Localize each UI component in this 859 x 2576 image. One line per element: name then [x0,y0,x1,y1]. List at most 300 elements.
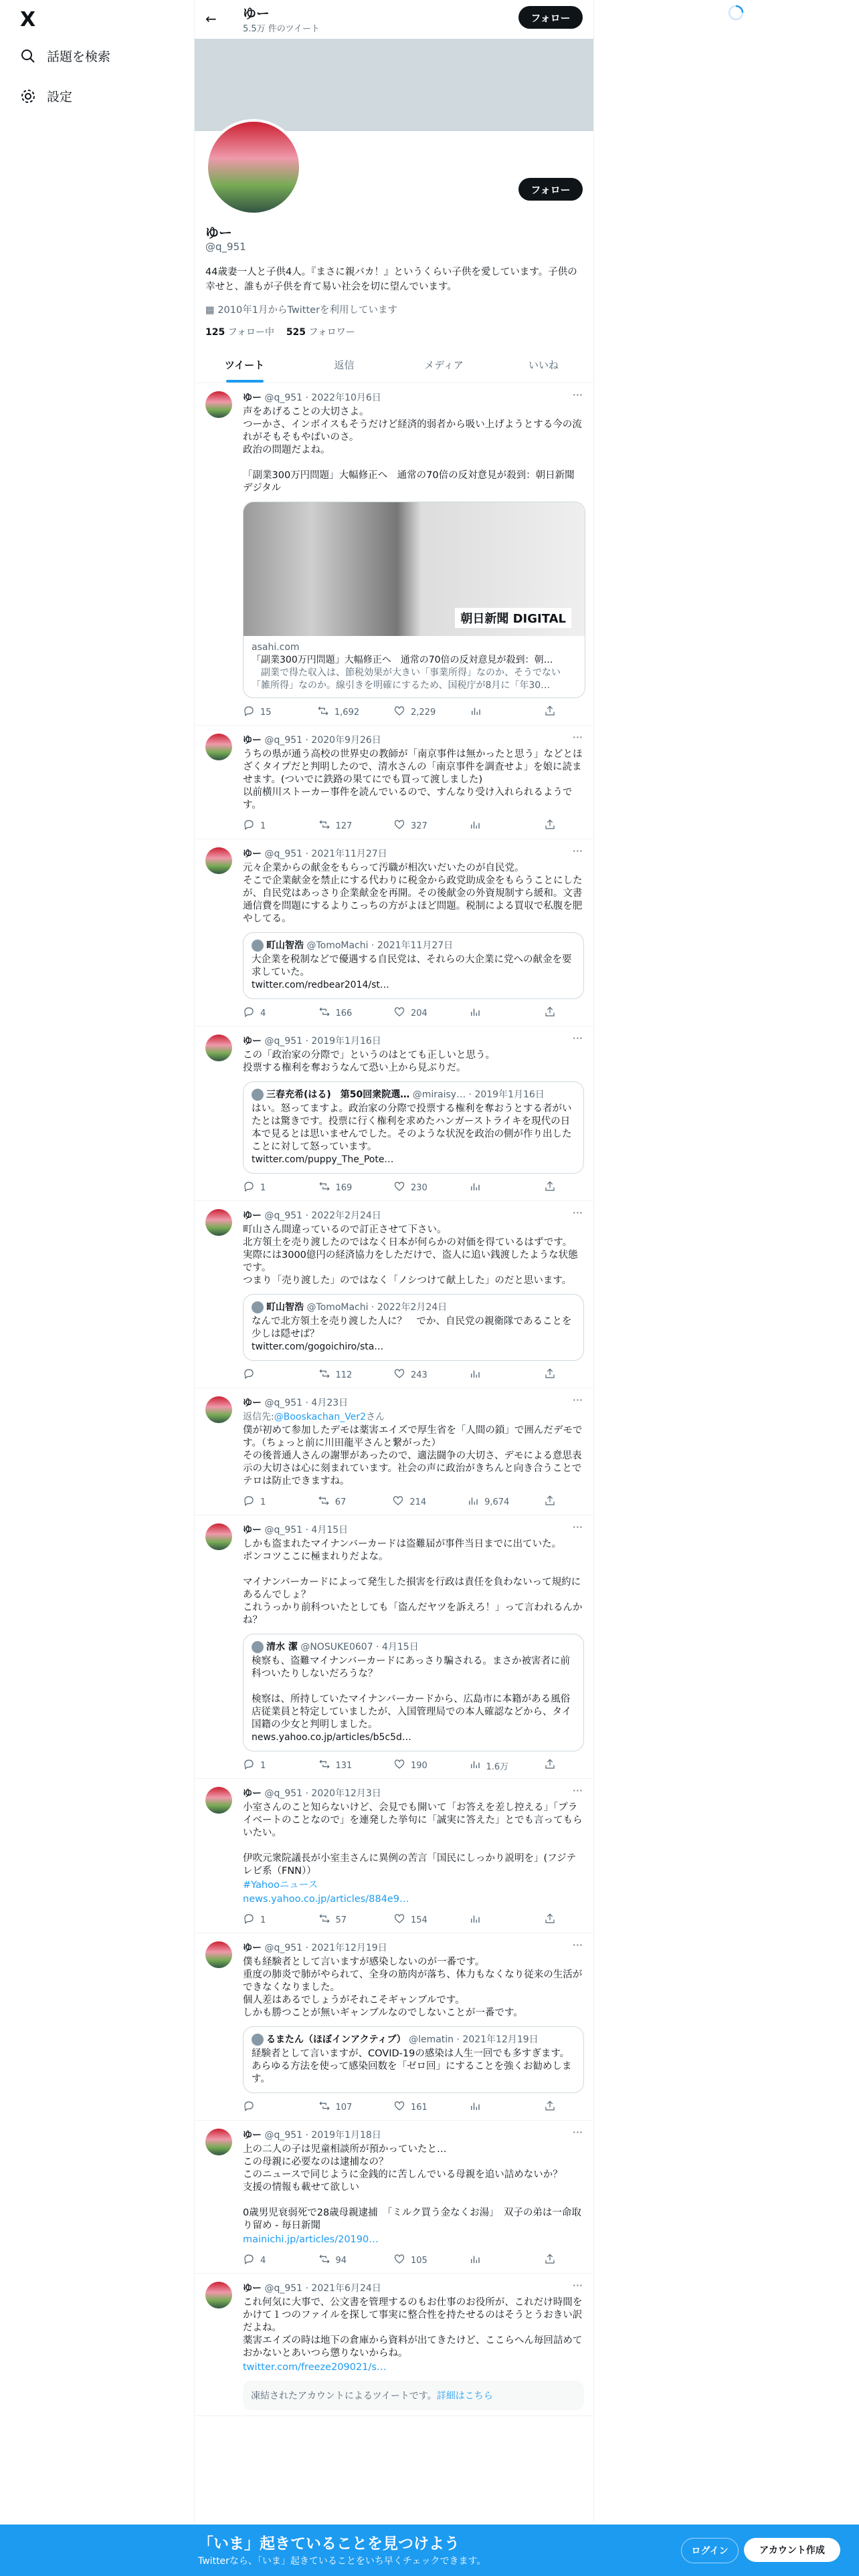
views-button[interactable] [469,1006,509,1021]
views-icon [469,2100,481,2115]
like-icon [393,819,405,833]
like-button-count: 154 [411,1915,427,1925]
tweet-date[interactable]: 2021年6月24日 [311,2283,381,2294]
share-button[interactable] [544,2253,584,2268]
quoted-tweet[interactable] [243,932,584,999]
more-options-icon[interactable]: ··· [572,2126,583,2139]
more-options-icon[interactable]: ··· [572,1032,583,1045]
tweet-actions [243,1495,584,1509]
back-arrow-icon[interactable]: ← [205,11,217,27]
reply-button[interactable] [243,1006,283,1021]
reply-button-count: 15 [260,707,272,718]
reply-suffix: さん [365,1412,385,1422]
card-body [244,636,585,697]
retweet-icon [317,705,329,720]
quoted-date: 2021年11月27日 [377,940,454,951]
header-tweet-count: 5.5万 件のツイート [243,24,320,34]
quoted-text: 経験者として言いますが、COVID-19の感染は人生一回でも多すぎます。あらゆる方法を使って感染回数を「ゼロ回」にすることを強くお勧めします。 [252,2048,572,2084]
retweet-button-count: 112 [335,1370,353,1380]
like-button-count: 243 [411,1370,427,1380]
reply-button[interactable] [243,1368,283,1382]
tweet-text: うちの県が通う高校の世界史の教師が「南京事件は無かったと思う」などとほざくタイプだと判明したので、清水さんの「南京事件を調査せよ」を娘に読ませます。(ついでに鉄路の果てにでも買って渡しました) 以前横川ストーカー事件を読んでいるので、すんなり受け入れられるようです。 [243,749,583,811]
views-button[interactable] [469,819,509,833]
followers-link[interactable] [286,327,355,338]
quoted-link[interactable]: twitter.com/puppy_The_Pote… [252,1154,394,1165]
share-button[interactable] [544,819,584,833]
tweet-date[interactable]: 2022年10月6日 [311,393,381,403]
more-options-icon[interactable]: ··· [572,2279,583,2292]
card-summary: 副業で得た収入は、節税効果が大きい「事業所得」なのか、そうでない「雑所得」なのか。線引きを明確にするため、国税庁が8月に「年30… [252,667,561,691]
retweet-icon [318,819,330,833]
views-button[interactable] [470,705,510,720]
more-options-icon[interactable]: ··· [572,845,583,857]
like-icon [393,1368,405,1382]
retweet-button[interactable] [318,1495,358,1509]
reply-button-count: 1 [260,1182,266,1193]
like-button[interactable] [393,705,436,720]
reply-prefix: 返信先: [243,1412,274,1422]
retweet-icon [318,1368,330,1382]
profile-tabs [195,348,593,383]
gear-icon [20,88,36,104]
tweet-date[interactable]: 2022年2月24日 [311,1210,381,1221]
more-options-icon[interactable]: ··· [572,1784,583,1797]
card-image [244,502,585,636]
quoted-author-handle: @lematin [409,2034,454,2045]
tweet-actions [243,1913,584,1927]
followers-count: 525 [286,327,306,338]
login-button[interactable]: ログイン [681,2538,739,2563]
avatar[interactable] [205,119,302,215]
reply-button-count: 1 [260,1497,266,1507]
tweet-author-name[interactable]: ゆー [243,1398,262,1408]
like-button-count: 190 [411,1760,427,1771]
like-button[interactable] [393,819,434,833]
share-button[interactable] [544,1758,584,1773]
views-button[interactable] [469,1368,509,1382]
tweet[interactable] [195,1027,593,1201]
avatar[interactable] [205,1523,232,1550]
hashtag-link[interactable]: #Yahooニュース [243,1880,318,1891]
tweet-author-handle[interactable]: @q_951 [264,735,303,746]
tweet[interactable] [195,1779,593,1933]
retweet-button[interactable] [318,1006,359,1021]
reply-icon [243,1180,255,1195]
tab-tweets[interactable]: ツイート [195,348,294,383]
tweet-author-name[interactable]: ゆー [243,1525,262,1535]
like-button-count: 327 [411,821,427,831]
main-column [194,0,594,2576]
tweet-text: 元々企業からの献金をもらって汚職が相次いだいたのが自民党。 そこで企業献金を禁止にする代わりに税金から政党助成金をもらうことにしたが、自民党はあっさり企業献金を再開。その後献金の外資規制すら緩和。文書通信費を問題にするよりこっちの方がよほど問題。税制による買収で私腹を肥やしてる。 [243,863,583,924]
tweet-date[interactable]: 2019年1月16日 [311,1036,381,1047]
retweet-button-count: 1,692 [334,707,360,718]
suspended-quote-notice [243,2381,584,2410]
share-icon [544,2100,556,2115]
tweet-text: これ何気に大事で、公文書を管理するのもお仕事のお役所が、これだけ時間をかけて１つのファイルを探して事実に整合性を持たせるのはそうとうおきい訳だよね。 薬害エイズの時は地下の倉庫から資料が出てきたけど、ここらへん毎回詰めておかないとあいつら懲りないからね。 [243,2297,583,2359]
like-icon [393,1180,405,1195]
more-options-icon[interactable]: ··· [572,389,583,401]
more-options-icon[interactable]: ··· [572,1394,583,1406]
quoted-author-handle: @NOSUKE0607 [300,1642,373,1652]
tweet-date[interactable]: 2021年12月19日 [311,1943,387,1953]
tweet-actions [243,1368,584,1382]
reply-icon [243,2253,255,2268]
like-button-count: 2,229 [411,707,436,718]
share-icon [544,1495,556,1509]
profile-name: ゆー [205,225,232,241]
reply-button-count: 4 [260,2255,266,2266]
reply-button-count: 4 [260,1008,266,1018]
quoted-author-name: 三春充希(はる) 第50回衆院選… [266,1089,410,1100]
tweet-text: 僕が初めて参加したデモは薬害エイズで厚生省を「人間の鎖」で囲んだデモです。（ちょっと前に川田龍平さんと繋がった） その後普通人さんの謝罪があったので、適法闘争の大切さ、デモによる意思表示の大切さは心に刻まれています。社会の声に政治がきちんと向き合うことでテロは防止できますね。 [243,1425,583,1487]
views-icon [467,1495,479,1509]
link-card[interactable] [243,502,585,698]
tweet[interactable] [195,839,593,1027]
tweet-text: 僕も経験者として言いますが感染しないのが一番です。 重度の肺炎で肺がやられて、全身の筋肉が落ち、体力もなくなり従来の生活ができなくなりました。 個人差はあるでしょうがそれこそギャンブルです。 しかも勝つことが無いギャンブルなのでしないことが一番です。 [243,1957,583,2018]
share-icon [544,705,556,720]
views-icon [469,1006,481,1021]
tweet-author-name[interactable]: ゆー [243,735,262,746]
tweet-author-name[interactable]: ゆー [243,849,262,859]
more-options-icon[interactable]: ··· [572,731,583,744]
like-button[interactable] [393,2253,434,2268]
retweet-button[interactable] [318,2100,359,2115]
sidebar-item-settings[interactable] [20,87,72,105]
tweet-actions [243,819,584,833]
like-button[interactable] [393,1180,434,1195]
like-button[interactable] [393,2100,434,2115]
reply-button[interactable] [243,2100,283,2115]
search-icon [20,48,36,64]
share-button[interactable] [544,2100,584,2115]
share-button[interactable] [544,1006,584,1021]
share-icon [544,1913,556,1927]
tweet[interactable] [195,1933,593,2121]
quoted-author-name: 町山智浩 [266,940,304,951]
avatar [252,1089,264,1101]
reply-button[interactable] [243,1758,283,1773]
avatar[interactable] [205,1787,232,1814]
quoted-tweet[interactable] [243,2026,584,2093]
tweet-meta: ゆー @q_951 · 2022年10月6日 [243,393,381,403]
tweet-link[interactable]: twitter.com/freeze209021/s… [243,2362,387,2373]
tweet[interactable] [195,2274,593,2416]
like-button-count: 105 [411,2255,427,2266]
quoted-text: 検察も、盗難マイナンバーカードにあっさり騙される。まさか被害者に前科ついたりしないだろうな？ 検察は、所持していたマイナンバーカードから、広島市に本籍がある風俗店従業員と特定していましたが、入国管理局での本人確認などから、タイ国籍の少女と判明しました。 [252,1656,572,1730]
reply-button[interactable] [243,1495,283,1509]
tweet-author-handle[interactable]: @q_951 [264,1210,303,1221]
share-button[interactable] [544,1495,584,1509]
views-button[interactable] [469,2253,509,2268]
tweet-author-handle[interactable]: @q_951 [264,1036,303,1047]
tweet-meta: ゆー @q_951 · 2021年11月27日 [243,849,387,859]
avatar[interactable] [205,1209,232,1236]
quoted-author-name: るまたん（ほぼインアクティブ） [266,2034,406,2045]
retweet-button[interactable] [318,1758,359,1773]
sidebar-item-explore[interactable] [20,47,110,65]
joined-date [205,302,397,316]
share-button[interactable] [544,1913,584,1927]
quoted-date: 2022年2月24日 [377,1302,448,1313]
sidebar-item-label: 話題を検索 [47,49,111,64]
avatar [252,2034,264,2046]
reply-button-count: 1 [260,1915,266,1925]
retweet-button[interactable] [318,1913,359,1927]
views-button[interactable] [469,1180,509,1195]
tweet-link[interactable]: mainichi.jp/articles/20190… [243,2234,379,2245]
avatar [252,940,264,952]
tweet-date[interactable]: 2020年12月3日 [311,1788,381,1799]
tweet-meta: ゆー @q_951 · 2019年1月18日 [243,2130,381,2141]
views-button-count: 1.6万 [486,1761,509,1772]
tweet-actions [243,1006,584,1021]
quoted-link[interactable]: twitter.com/gogoichiro/sta… [252,1341,384,1352]
quoted-tweet[interactable] [243,1081,584,1174]
quoted-date: 4月15日 [381,1642,419,1652]
more-options-icon[interactable]: ··· [572,1206,583,1219]
tweet[interactable] [195,726,593,839]
views-icon [469,1913,481,1927]
card-title: 「副業300万円問題」大幅修正へ 通常の70倍の反対意見が殺到：朝… [252,655,553,665]
tweet[interactable] [195,383,593,726]
retweet-button[interactable] [317,705,359,720]
follow-button[interactable]: フォロー [518,178,583,201]
views-button[interactable] [467,1495,509,1509]
views-button[interactable] [469,1758,509,1773]
views-button[interactable] [469,2100,509,2115]
retweet-icon [318,1913,330,1927]
reply-icon [243,1758,255,1773]
reply-button[interactable] [243,819,283,833]
quoted-author-name: 清水 潔 [266,1642,298,1652]
more-options-icon[interactable]: ··· [572,1521,583,1533]
tweet-author-handle[interactable]: @q_951 [264,849,303,859]
sidebar-item-label: 設定 [47,90,73,104]
views-button[interactable] [469,1913,509,1927]
like-icon [392,1495,404,1509]
tweet-author-handle[interactable]: @q_951 [264,1788,303,1799]
retweet-button[interactable] [318,1368,359,1382]
share-icon [544,1006,556,1021]
reply-button[interactable] [243,1913,283,1927]
views-icon [469,1368,481,1382]
tab-media[interactable]: メディア [424,359,464,371]
share-button[interactable] [544,705,584,720]
like-button[interactable] [392,1495,432,1509]
reply-icon [243,705,255,720]
quoted-link[interactable]: news.yahoo.co.jp/articles/b5c5d… [252,1732,411,1743]
tweet-author-handle[interactable]: @q_951 [264,1943,303,1953]
tweet-meta: ゆー @q_951 · 4月15日 [243,1525,349,1535]
avatar[interactable] [205,1035,232,1061]
share-icon [544,1758,556,1773]
x-logo-icon[interactable]: X [20,8,36,31]
follow-counts [205,325,355,338]
avatar[interactable] [205,391,232,418]
views-icon [469,1180,481,1195]
quoted-text: なんで北方領土を売り渡した人に？ でか、自民党の親衛隊であることを少しは隠せば？ [252,1316,572,1339]
reply-icon [243,819,255,833]
retweet-button[interactable] [318,2253,359,2268]
quoted-tweet-header: 町山智浩 @TomoMachi · 2021年11月27日 [252,940,575,952]
quoted-tweet-header: 三春充希(はる) 第50回衆院選… @miraisy… · 2019年1月16日 [252,1089,575,1101]
retweet-button-count: 166 [335,1008,353,1018]
quoted-link[interactable]: twitter.com/redbear2014/st… [252,980,389,990]
tweet-feed [195,383,593,2416]
avatar[interactable] [205,2129,232,2155]
tweet-author-name[interactable]: ゆー [243,2283,262,2294]
quoted-author-name: 町山智浩 [266,1302,304,1313]
profile-header [195,0,593,39]
header-name: ゆー [243,5,270,21]
reply-icon [243,1006,255,1021]
reply-button[interactable] [243,2253,283,2268]
like-icon [393,1006,405,1021]
signup-banner-subtitle: Twitterなら、「いま」起きていることをいち早くチェックできます。 [198,2556,486,2567]
like-button[interactable] [393,1758,434,1773]
following-count: 125 [205,327,225,338]
views-icon [469,819,481,833]
views-icon [469,1758,481,1773]
quoted-date: 2021年12月19日 [462,2034,539,2045]
avatar[interactable] [205,734,232,760]
tweet-meta: ゆー @q_951 · 2019年1月16日 [243,1036,381,1047]
tweet-link[interactable]: news.yahoo.co.jp/articles/884e9… [243,1894,409,1905]
signup-banner [0,2525,859,2576]
retweet-icon [318,1758,330,1773]
tweet-actions [243,705,584,720]
share-icon [544,1368,556,1382]
tweet-author-name[interactable]: ゆー [243,1210,262,1221]
following-link[interactable] [205,327,274,338]
quoted-tweet-header: 町山智浩 @TomoMachi · 2022年2月24日 [252,1301,575,1314]
retweet-button-count: 57 [335,1915,347,1925]
views-icon [470,705,482,720]
reply-to-handle[interactable]: @Booskachan_Ver2 [274,1412,366,1422]
retweet-icon [318,1006,330,1021]
avatar [252,1641,264,1653]
tweet-text: 小室さんのこと知らないけど、会見でも開いて「お答えを差し控える」「プライベートのことなので」を連発した挙句に「誠実に答えた」とでも言ってもらいたい。 伊吹元衆院議長が小室圭さんに異例の苦言「国民にしっかり説明を」(フジテレビ系（FNN）） [243,1802,583,1876]
tab-likes[interactable]: いいね [528,359,559,371]
retweet-button-count: 131 [335,1760,353,1771]
tweet-author-name[interactable]: ゆー [243,1943,262,1953]
tweet-text: 上の二人の子は児童相談所が預かっていたと… この母親に必要なのは逮捕なの？ このニュースで同じように金銭的に苦しんでいる母親を追い詰めないか？ 支援の情報も載せて欲しい 0歳男児衰弱死で28歳母親逮捕 「ミルク買う金なくお湯」 双子の弟は一命取り留め - 毎日新聞 [243,2144,581,2231]
tweet-author-handle[interactable]: @q_951 [264,2130,303,2141]
tweet-author-name[interactable]: ゆー [243,1036,262,1047]
signup-banner-title: 「いま」起きていることを見つけよう [198,2535,460,2553]
retweet-icon [318,1495,330,1509]
tweet-actions [243,2253,584,2268]
tweet-actions [243,2100,584,2115]
quoted-tweet[interactable] [243,1294,584,1361]
avatar[interactable] [205,1396,232,1423]
reply-button-count: 1 [260,1760,266,1771]
retweet-icon [318,1180,330,1195]
like-button[interactable] [393,1006,434,1021]
tweet-date[interactable]: 4月23日 [311,1398,349,1408]
followers-label: フォロワー [308,327,355,338]
tweet-author-name[interactable]: ゆー [243,393,262,403]
reply-button[interactable] [243,1180,283,1195]
avatar[interactable] [205,2282,232,2309]
header-follow-button[interactable]: フォロー [518,6,583,29]
like-button[interactable] [393,1368,434,1382]
tweet-date[interactable]: 2021年11月27日 [311,849,387,859]
quoted-date: 2019年1月16日 [474,1089,545,1100]
tweet-author-name[interactable]: ゆー [243,1788,262,1799]
retweet-icon [318,2253,330,2268]
quoted-author-handle: @TomoMachi [306,940,369,951]
quoted-tweet-header: るまたん（ほぼインアクティブ） @lematin · 2021年12月19日 [252,2034,575,2046]
retweet-button-count: 107 [335,2102,353,2113]
tweet[interactable] [195,1201,593,1388]
learn-more-link[interactable]: 詳細はこちら [436,2391,493,2401]
tweet-author-handle[interactable]: @q_951 [264,1398,303,1408]
avatar[interactable] [205,1941,232,1968]
tweet-author-handle[interactable]: @q_951 [264,2283,303,2294]
loading-spinner-icon [727,4,745,24]
avatar [252,1301,264,1313]
tweet-text: 町山さん間違っているので訂正させて下さい。 北方領土を売り渡したのではなく日本が何らかの対価を得ているはずです。 実際には3000億円の経済協力をしただけで、盗人に追い銭渡したような状態です。 つまり「売り渡した」のではなく「ノシつけて献上した」のだと思います。 [243,1224,578,1286]
tweet-meta: ゆー @q_951 · 2020年9月26日 [243,735,381,746]
share-button[interactable] [544,1368,584,1382]
tweet-meta: ゆー @q_951 · 2020年12月3日 [243,1788,381,1799]
like-icon [393,2253,405,2268]
tweet-date[interactable]: 2019年1月18日 [311,2130,381,2141]
share-button[interactable] [544,1180,584,1195]
signup-button[interactable]: アカウント作成 [744,2538,840,2562]
retweet-button[interactable] [318,819,359,833]
retweet-button-count: 94 [335,2255,347,2266]
profile-bio: 44歳妻一人と子供4人。『まさに親バカ！』というくらい子供を愛しています。子供の幸せと、誰もが子供を育て易い社会を切に望んでいます。 [205,267,577,292]
reply-button-count: 1 [260,821,266,831]
card-domain: asahi.com [252,642,300,653]
tweet-text: 声をあげることの大切さよ。 つーかさ、インボイスもそうだけど経済的弱者から吸い上げようとする今の流れがそもそもやばいのさ。 政治の問題だよね。 「副業300万円問題」大幅修正へ 通常の70倍の反対意見が殺到：朝日新聞デジタル [243,407,582,494]
quoted-author-handle: @TomoMachi [306,1302,369,1313]
like-button-count: 214 [409,1497,427,1507]
tab-replies[interactable]: 返信 [334,359,355,371]
tweet-date[interactable]: 4月15日 [311,1525,349,1535]
tweet-author-handle[interactable]: @q_951 [264,1525,303,1535]
profile-handle: @q_951 [205,241,246,253]
tweet[interactable] [195,1515,593,1779]
like-button[interactable] [393,1913,434,1927]
tweet-meta: ゆー @q_951 · 2022年2月24日 [243,1210,381,1221]
quoted-tweet[interactable] [243,1634,584,1751]
tweet-author-name[interactable]: ゆー [243,2130,262,2141]
share-icon [544,2253,556,2268]
tweet-text: この「政治家の分際で」というのはとても正しいと思う。 投票する権利を奪おうなんて恐い上から見ぶりだ。 [243,1050,495,1073]
profile-banner [195,39,593,131]
retweet-button[interactable] [318,1180,359,1195]
like-icon [393,2100,405,2115]
views-button-count: 9,674 [484,1497,510,1507]
tweet-text: しかも盗まれたマイナンバーカードは盗難届が事件当日までに出ていた。 ポンコツここに極まれりだよな。 マイナンバーカードによって発生した損害を行政は責任を負わないって規約にあるんでしょ？ これうっかり前科ついたとしても「盗んだヤツを訴えろ！」って言われるんかね？ [243,1539,583,1626]
more-options-icon[interactable]: ··· [572,1939,583,1951]
tweet-meta: ゆー @q_951 · 4月23日 [243,1398,349,1408]
reply-button[interactable] [243,705,283,720]
avatar[interactable] [205,847,232,874]
tweet-date[interactable]: 2020年9月26日 [311,735,381,746]
quoted-tweet-header: 清水 潔 @NOSUKE0607 · 4月15日 [252,1641,575,1654]
like-button-count: 204 [411,1008,427,1018]
tweet[interactable] [195,1388,593,1515]
tweet[interactable] [195,2121,593,2274]
tweet-author-handle[interactable]: @q_951 [264,393,303,403]
retweet-button-count: 169 [335,1182,353,1193]
tweet-meta: ゆー @q_951 · 2021年12月19日 [243,1943,387,1953]
reply-icon [243,1368,255,1382]
